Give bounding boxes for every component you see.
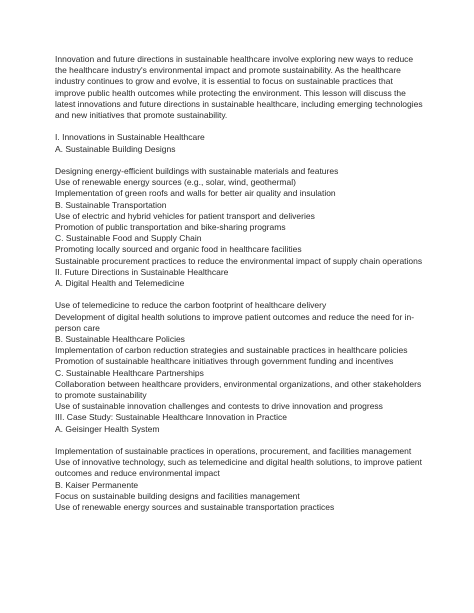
section-heading: I. Innovations in Sustainable Healthcare [55,132,205,143]
list-item: Implementation of green roofs and walls for better air quality and insulation [55,188,336,199]
list-item: Designing energy-efficient buildings with sustainable materials and features [55,166,339,176]
list-item: Development of digital health solutions to improve patient outcomes and reduce the need for in-person care [55,311,415,333]
list-item: Collaboration between healthcare providers, environmental organizations, and other stakeholders to promote sustainability [55,378,422,401]
spacer [55,435,423,446]
subsection-heading: B. Kaiser Permanente [55,479,139,490]
spacer [55,155,423,166]
subsection-heading: B. Sustainable Transportation [55,199,167,210]
subsection-heading: B. Sustainable Healthcare Policies [55,334,185,345]
list-item: Use of renewable energy sources (e.g., solar, wind, geothermal) [55,177,296,188]
subsection-heading: A. Sustainable Building Designs [55,143,176,154]
spacer [55,121,423,132]
subsection-heading: A. Geisinger Health System [55,423,160,434]
list-item: Use of telemedicine to reduce the carbon footprint of healthcare delivery [55,300,327,311]
section-heading: II. Future Directions in Sustainable Healthcare [55,266,229,277]
spacer [55,289,423,300]
list-item: Sustainable procurement practices to reduce the environmental impact of supply chain operations [55,255,423,266]
section-heading: III. Case Study: Sustainable Healthcare Innovation in Practice [55,412,287,423]
list-item: Promotion of sustainable healthcare initiatives through government funding and incentives [55,356,394,367]
document-body [55,54,423,513]
list-item: Focus on sustainable building designs and facilities management [55,490,300,501]
list-item: Promoting locally sourced and organic food in healthcare facilities [55,244,302,255]
list-item: Implementation of sustainable practices in operations, procurement, and facilities management [55,446,412,457]
list-item: Use of renewable energy sources and sustainable transportation practices [55,502,335,513]
subsection-heading: C. Sustainable Food and Supply Chain [55,233,202,244]
intro-paragraph: Innovation and future directions in sustainable healthcare involve exploring new ways to reduce the healthcare industry's environmental impact and promote sustainability. As the healthcare industry continues to grow and evolve, it is essential to focus on sustainable practices that improve public health outcomes while protecting the environment. This lesson will discuss the latest innovations and future directions in sustainable healthcare, including emerging technologies and new initiatives that promote sustainability. [55,54,423,121]
list-item: Implementation of carbon reduction strategies and sustainable practices in healthcare policies [55,345,408,356]
list-item: Promotion of public transportation and bike-sharing programs [55,222,286,233]
list-item: Use of innovative technology, such as telemedicine and digital health solutions, to improve patient outcomes and reduce environmental impact [55,457,422,479]
subsection-heading: A. Digital Health and Telemedicine [55,278,185,289]
list-item: Use of electric and hybrid vehicles for patient transport and deliveries [55,210,315,221]
subsection-heading: C. Sustainable Healthcare Partnerships [55,367,204,378]
list-item: Use of sustainable innovation challenges and contests to drive innovation and progress [55,401,383,412]
